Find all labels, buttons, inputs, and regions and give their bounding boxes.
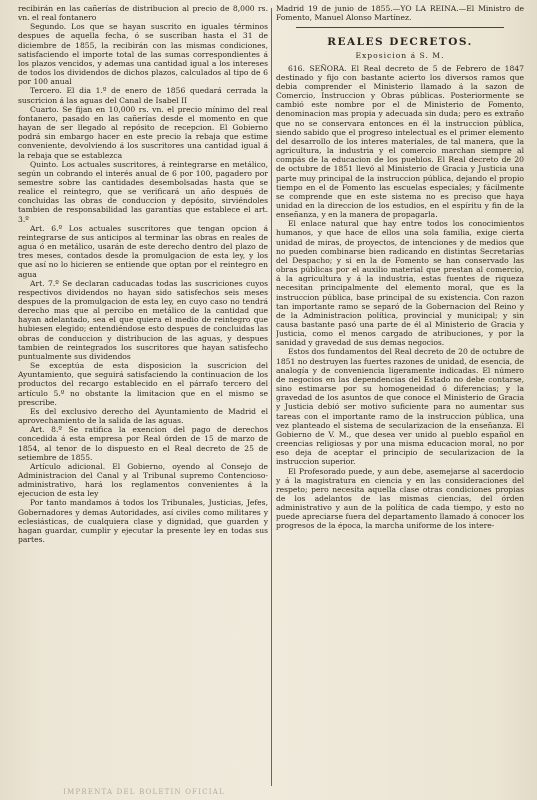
paragraph: Cuarto. Se fijan en 10,000 rs. vn. el precio mínimo del real fontanero, pasado en las cañerías desde el momento en que hayan de ser llegado al repósito de recepcion. El Gobierno podrá sin embargo hacer en este precio la rebaja que estime conveniente, devolviendo á los suscritores una cantidad igual á la rebaja que se establezca — [18, 104, 268, 160]
paragraph: Artículo adicional. El Gobierno, oyendo al Consejo de Administracion del Canal y al Tribunal supremo Contencioso-administrativo, hará los reglamentos convenientes á la ejecucion de esta ley — [18, 461, 268, 499]
decree-signoff: Madrid 19 de junio de 1855.—YO LA REINA.—El Ministro de Fomento, Manuel Alonso Martínez. — [276, 4, 524, 23]
paragraph: Quinto. Los actuales suscritores, á reintegrarse en metálico, según un cobrando el interés anual de 6 por 100, pagadero por semestre sobre las cantidades desembolsadas hasta que se realice el reintegro, que se verificará un año después de concluidas las obras de conduccion y depósito, sirviéndoles tambien de responsabilidad las garantías que establece el art. 3.º — [18, 159, 268, 224]
paragraph: recibirán en las cañerías de distribucion al precio de 8,000 rs. vn. el real fontanero — [18, 4, 268, 23]
paragraph: Tercero. El dia 1.º de enero de 1856 quedará cerrada la suscricion á las aguas del Canal de Isabel II — [18, 86, 268, 105]
paragraph: El Profesorado puede, y aun debe, asemejarse al sacerdocio y á la magistratura en ciencia y en las consideraciones del respeto; pero necesita aquella clase otras condiciones propias de los adelantos de las mismas ciencias, del órden administrativo y aun de la política de cada tiempo, y esto no puede apreciarse fuera del departamento llamado á conocer los progresos de la época, la marcha uniforme de los intere- — [276, 466, 524, 531]
paragraph: Art. 7.º Se declaran caducadas todas las suscriciones cuyos respectivos dividendos no hayan sido satisfechos seis meses despues de la promulgacion de esta ley, en cuyo caso no tendrá derecho mas que al percibo en metálico de la cantidad que hayan adelantado, sea el que quiera el medio de reintegro que hubiesen elegido; entendiéndose esto despues de concluidas las obras de conduccion y distribucion de las aguas, y despues tambien de reintegrados los suscritores que hayan satisfecho puntualmente sus dividendos — [18, 278, 268, 361]
printer-footer: IMPRENTA DEL BOLETIN OFICIAL — [63, 788, 225, 796]
paragraph: Segundo. Los que se hayan suscrito en iguales términos despues de aquella fecha, ó se suscriban hasta el 31 de diciembre de 1855, la recibirán con las mismas condiciones, satisfaciendo el importe total de las sumas correspondientes á los plazos vencidos, y ademas una cantidad igual a los intereses de todos los dividendos de dichos plazos, calculados al tipo de 6 por 100 anual — [18, 22, 268, 87]
paragraph: Art. 6.º Los actuales suscritores que tengan opcion á reintegrarse de sus anticipos al terminar las obras en reales de agua ó en metálico, usarán de este derecho dentro del plazo de tres meses, contados desde la promulgacion de esta ley, y los que así no lo hicieren se entiende que optan por el reintegro en agua — [18, 223, 268, 279]
paragraph: Se exceptúa de esta disposicion la suscricion del Ayuntamiento, que seguirá satisfaciendo la continuacion de los productos del recargo establecido en el párrafo tercero del artículo 5.º no obstante la limitacion que en el mismo se prescribe. — [18, 361, 268, 407]
right-column — [276, 4, 524, 794]
paragraph: Art. 8.º Se ratifica la exencion del pago de derechos concedida á esta empresa por Real órden de 15 de marzo de 1854, al tenor de lo dispuesto en el Real decreto de 25 de setiembre de 1855. — [18, 425, 268, 462]
section-title: REALES DECRETOS. — [327, 36, 473, 49]
left-column — [18, 4, 268, 794]
column-divider — [271, 8, 272, 786]
section-subtitle: Exposicion á S. M. — [355, 51, 445, 61]
paragraph: El enlace natural que hay entre todos los conocimientos humanos, y que hace de ellos una sola familia, exige cierta unidad de miras, de proyectos, de intenciones y de medios que no pueden combinarse bien radicando en distintas Secretarías del Despacho; y si en la de Fomento se han conservado las obras públicas por el auxilio material que prestan al comercio, á la agricultura y á la industria, estas fuentes de riqueza necesitan principalmente del elemento moral, que es la instruccion pública, base principal de su existencia. Con razon tan importante ramo se separó de la Gobernacion del Reino y de la Administracion política, provincial y municipal; y sin causa bastante pasó una parte de él al Ministerio de Gracia y Justicia, como el menos cargado de atribuciones, y por la sanidad y gravedad de sus demas negocios. — [276, 219, 524, 348]
paragraph: 616. SEÑORA. El Real decreto de 5 de Febrero de 1847 destinado y fijo con bastante acierto los diversos ramos que debia comprender el Ministerio llamado á la sazon de Comercio, Instruccion y Obras públicas. Posteriormente se cambió este nombre por el de Ministerio de Fomento, denominacion mas propia y adecuada sin duda; pero es extraño que no se conservara entonces en él la instruccion pública, siendo sabido que el progreso intelectual es el primer elemento del desarrollo de los interes materiales, de tal manera, que la agricultura, la industria y el comercio marchan siempre al compás de la educacion de los pueblos. El Real decreto de 20 de octubre de 1851 llevó al Ministerio de Gracia y Justicia una parte muy principal de la instruccion pública, dejando el propio tiempo en el de Fomento las escuelas especiales; y fácilmente se comprende que en este sistema no es preciso que haya unidad en la direccion de los estudios, en el espíritu y fin de la enseñanza, y en la manera de propagarla. — [276, 63, 524, 220]
paragraph: Por tanto mandamos á todos los Tribunales, Justicias, Jefes, Gobernadores y demas Autoridades, así civiles como militares y eclesiásticas, de cualquiera clase y dignidad, que guarden y hagan guardar, cumplir y ejecutar la presente ley en todas sus partes. — [18, 498, 268, 545]
paragraph: Es del exclusivo derecho del Ayuntamiento de Madrid el aprovechamiento de la salida de las aguas. — [18, 406, 268, 426]
paragraph: Estos dos fundamentos del Real decreto de 20 de octubre de 1851 no destruyen las fuertes razones de unidad, de esencia, de analogía y de conveniencia ligeramente indicadas. El número de negocios en las dependencias del Estado no debe contarse, sino estimarse por su homogeneidad ó diferencias; y la gravedad de los asuntos de que conoce el Ministerio de Gracia y Justicia debió ser motivo suficiente para no aumentar sus tareas con el importante ramo de la instruccion pública, una vez planteado el sistema de secularizacion de la enseñanza. El Gobierno de V. M., que desea ver unido al pueblo español en creencias religiosas y por una misma educacion moral, no por eso deja de aceptar el principio de secularizacion de la instruccion superior. — [276, 347, 524, 467]
section-rule — [296, 27, 504, 28]
